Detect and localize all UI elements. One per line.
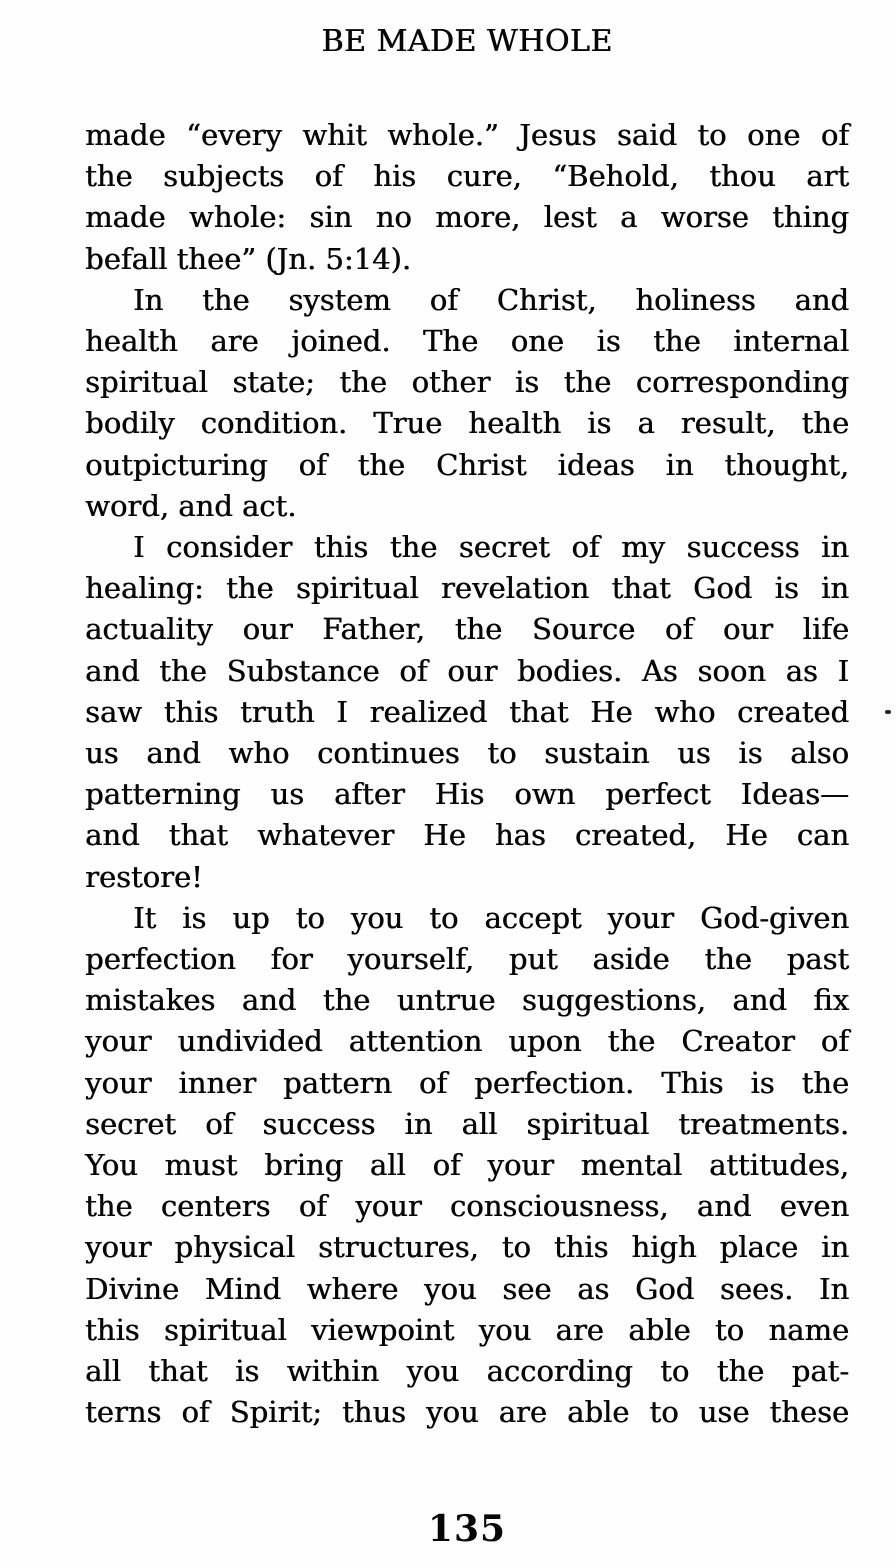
paragraph <box>85 115 849 280</box>
text-line: I consider this the secret of my success in <box>133 530 849 565</box>
text-line: word, and act. <box>85 488 297 523</box>
text-line: your undivided attention upon the Creator of <box>85 1024 849 1059</box>
text-line: befall thee” (Jn. 5:14). <box>85 241 411 276</box>
text-line: mistakes and the untrue suggestions, and fix <box>85 983 849 1018</box>
text-line: saw this truth I realized that He who created <box>85 694 849 729</box>
text-line: In the system of Christ, holiness and <box>133 282 849 317</box>
page-header: BE MADE WHOLE <box>321 24 613 59</box>
text-line: bodily condition. True health is a result, the <box>85 406 849 441</box>
scan-artifact <box>885 710 891 714</box>
text-line: the subjects of his cure, “Behold, thou art <box>85 159 849 194</box>
text-line: your inner pattern of perfection. This is the <box>85 1065 849 1100</box>
paragraph <box>85 280 849 527</box>
text-line: healing: the spiritual revelation that God is in <box>85 571 849 606</box>
text-line: made “every whit whole.” Jesus said to one of <box>85 118 849 152</box>
text-line: all that is within you according to the pat- <box>85 1354 849 1389</box>
text-line: You must bring all of your mental attitudes, <box>85 1148 849 1183</box>
text-line: the centers of your consciousness, and even <box>85 1189 849 1224</box>
text-line: actuality our Father, the Source of our life <box>85 612 849 647</box>
text-line: terns of Spirit; thus you are able to use these <box>85 1395 849 1430</box>
text-line: this spiritual viewpoint you are able to name <box>85 1312 849 1347</box>
text-line: outpicturing of the Christ ideas in thought, <box>85 447 849 482</box>
text-line: your physical structures, to this high place in <box>85 1230 849 1265</box>
text-line: us and who continues to sustain us is also <box>85 736 849 771</box>
text-line: secret of success in all spiritual treatments. <box>85 1106 849 1141</box>
paragraph <box>85 898 849 1434</box>
text-line: made whole: sin no more, lest a worse thing <box>85 200 849 235</box>
text-line: spiritual state; the other is the corresponding <box>85 365 849 400</box>
text-line: perfection for yourself, put aside the past <box>85 942 849 977</box>
paragraph <box>85 527 849 898</box>
text-line: restore! <box>85 859 203 894</box>
text-line: It is up to you to accept your God-given <box>133 900 849 935</box>
page-body <box>85 115 849 1434</box>
text-line: health are joined. The one is the internal <box>85 324 849 359</box>
text-line: Divine Mind where you see as God sees. In <box>85 1271 849 1306</box>
text-line: patterning us after His own perfect Ideas— <box>85 777 849 812</box>
text-line: and the Substance of our bodies. As soon as I <box>85 653 849 688</box>
page-number: 135 <box>427 1508 507 1550</box>
text-line: and that whatever He has created, He can <box>85 818 849 853</box>
